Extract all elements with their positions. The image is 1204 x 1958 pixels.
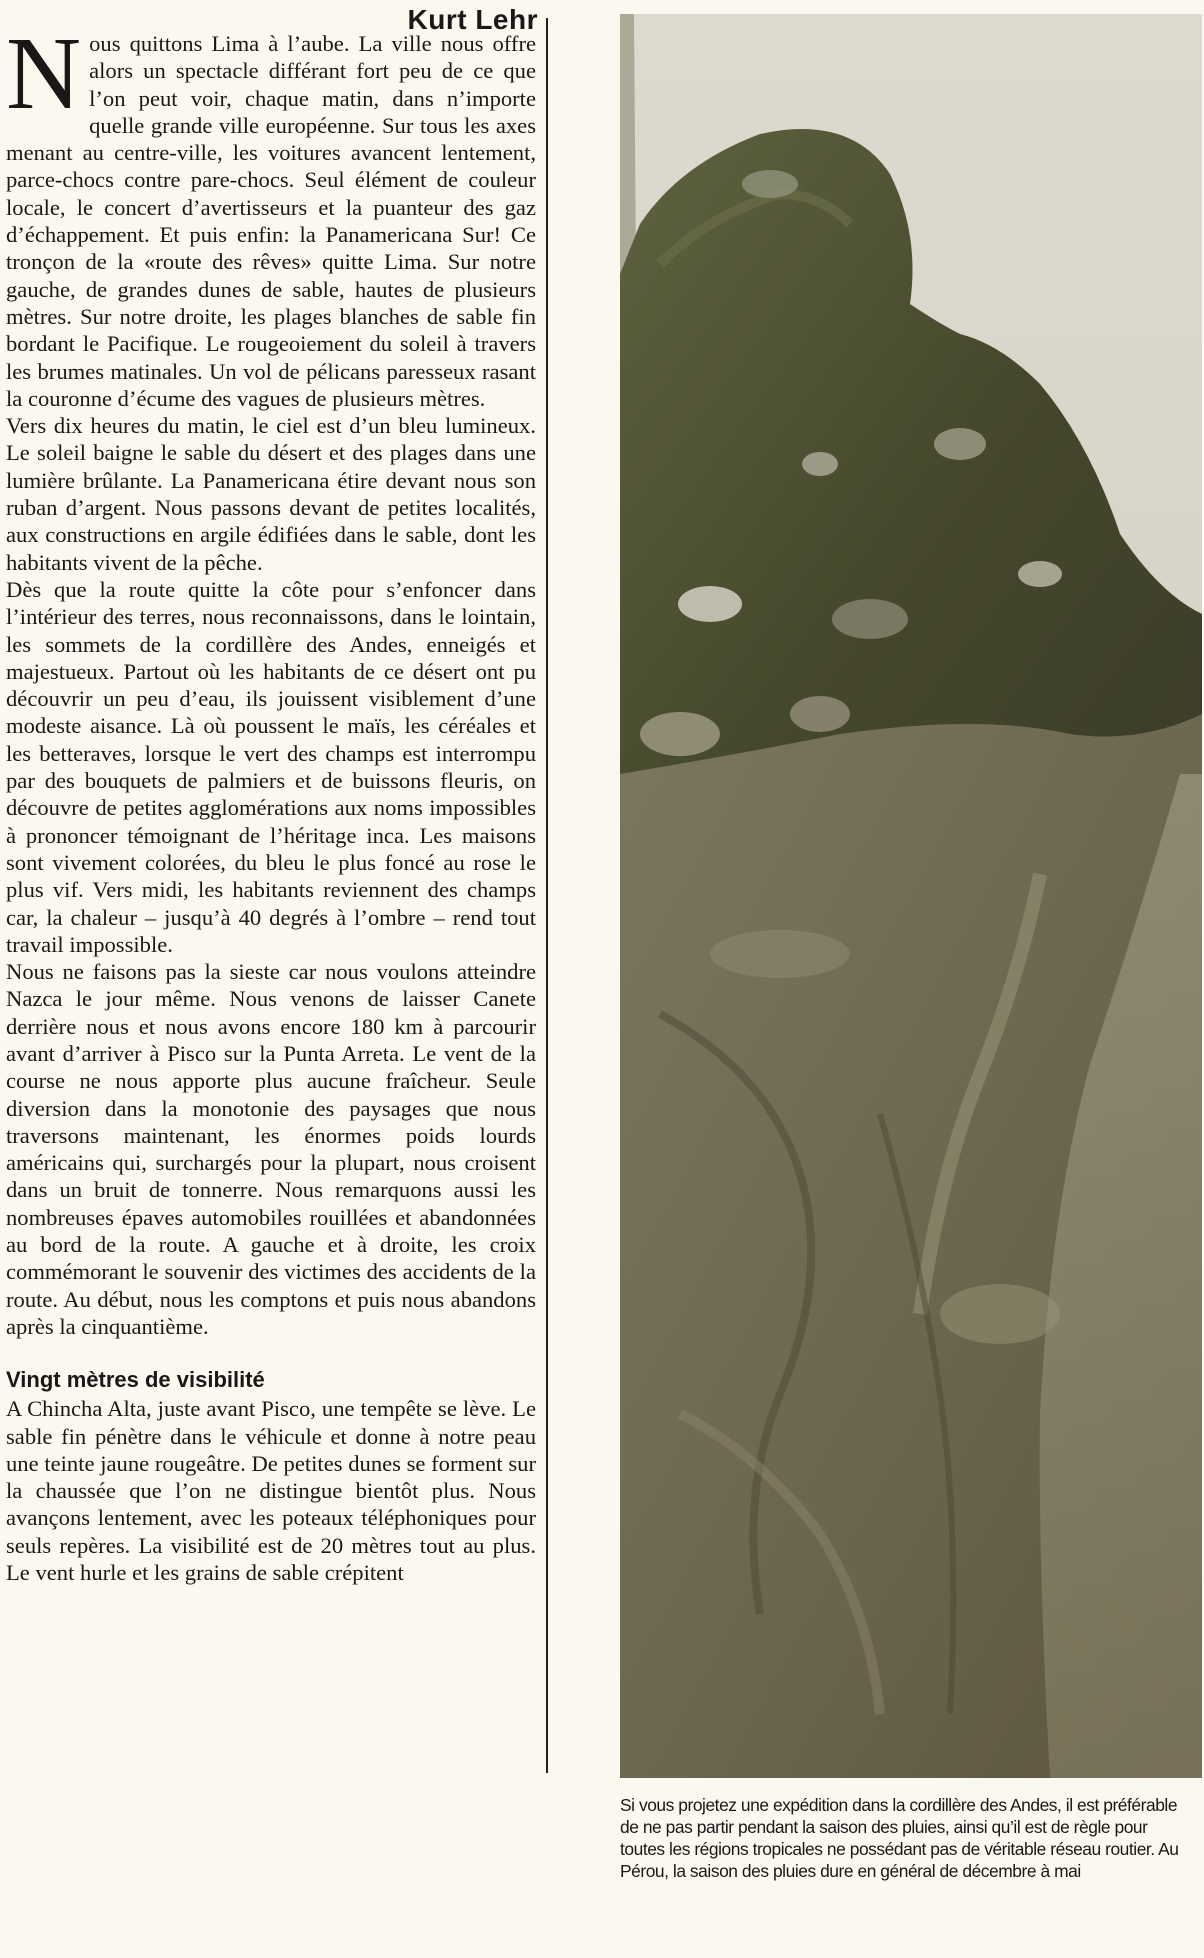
puddle (940, 1284, 1060, 1344)
paragraph-text: ous quittons Lima à l’aube. La ville nous offre alors un spectacle différant fort peu de ce que l’on peut voir, chaque matin, dans n’importe quelle grande ville européenne. Sur tous les axes menant au centre-ville, les voitures avancent lentement, parce-chocs contre pare-chocs. Seul élément de couleur locale, le concert d’avertisseurs et la puanteur des gaz d’échappement. Et puis enfin: la Panamericana Sur! Ce tronçon de la «route des rêves» quitte Lima. Sur notre gauche, de grandes dunes de sable, hautes de plusieurs mètres. Sur notre droite, les plages blanches de sable fin bordant le Pacifique. Le rougeoiement du soleil à travers les brumes matinales. Un vol de pélicans paresseux rasant la couronne d’écume des vagues de plusieurs mètres. (6, 31, 536, 411)
stone (802, 452, 838, 476)
stone (790, 696, 850, 732)
lichen-patch (742, 170, 798, 198)
article-paragraph-5: A Chincha Alta, juste avant Pisco, une tempête se lève. Le sable fin pénètre dans le véhicule et donne à notre peau une teinte jaune rougeâtre. De petites dunes se forment sur la chaussée que l’on ne distingue bientôt plus. Nous avançons lentement, avec les poteaux téléphoniques pour seuls repères. La visibilité est de 20 mètres tout au plus. Le vent hurle et les grains de sable crépitent (6, 1396, 536, 1586)
photo-caption: Si vous projetez une expédition dans la cordillère des Andes, il est préférable de ne pas partir pendant la saison des pluies, ainsi qu’il est de règle pour toutes les régions tropicales ne possédant pas de véritable réseau routier. Au Pérou, la saison des pluies dure en général de décembre à mai (620, 1795, 1179, 1881)
stone (832, 599, 908, 639)
puddle (710, 930, 850, 978)
article-paragraph-4: Nous ne faisons pas la sieste car nous voulons atteindre Nazca le jour même. Nous venons de laisser Canete derrière nous et nous avons encore 180 km à parcourir avant d’arriver à Pisco sur la Punta Arreta. Le vent de la course ne nous apporte plus aucune fraîcheur. Seule diversion dans la monotonie des paysages que nous traversons maintenant, les énormes poids lourds américains qui, surchargés pour la plupart, nous croisent dans un bruit de tonnerre. Nous remarquons aussi les nombreuses épaves automobiles rouillées et abandonnées au bord de la route. A gauche et à droite, les croix commémorant le souvenir des victimes des accidents de la route. Au début, nous les comptons et puis nous abandons après la cinquantième. (6, 959, 536, 1339)
stone (678, 586, 742, 622)
stone (640, 712, 720, 756)
column-rule (546, 18, 548, 1773)
section-subheading: Vingt mètres de visibilité (6, 1367, 265, 1393)
stone (934, 428, 986, 460)
article-paragraph-2: Vers dix heures du matin, le ciel est d’un bleu lumineux. Le soleil baigne le sable du désert et des plages dans une lumière brûlante. La Panamericana étire devant nous son ruban d’argent. Nous passons devant de petites localités, aux constructions en argile édifiées dans le sable, dont les habitants vivent de la pêche. (6, 413, 536, 575)
stone (1018, 561, 1062, 587)
author-name: Kurt Lehr (407, 4, 538, 35)
article-paragraph-3: Dès que la route quitte la côte pour s’enfoncer dans l’intérieur des terres, nous reconnaissons, dans le lointain, les sommets de la cordillère des Andes, enneigés et majestueux. Partout où les habitants de ce désert ont pu découvrir un peu d’eau, ils jouissent visiblement d’une modeste aisance. Là où poussent le maïs, les céréales et les betteraves, lorsque le vert des champs est interrompu par des bouquets de palmiers et de buissons fleuris, on découvre de petites agglomérations aux noms impossibles à prononcer témoignant de l’héritage inca. Les maisons sont vivement colorées, du bleu le plus foncé au rose le plus vif. Vers midi, les habitants reviennent des champs car, la chaleur – jusqu’à 40 degrés à l’ombre – rend tout travail impossible. (6, 576, 536, 957)
drop-cap: N (6, 16, 82, 131)
photo-illustration (620, 14, 1202, 1778)
andes-road-photo (620, 14, 1202, 1778)
